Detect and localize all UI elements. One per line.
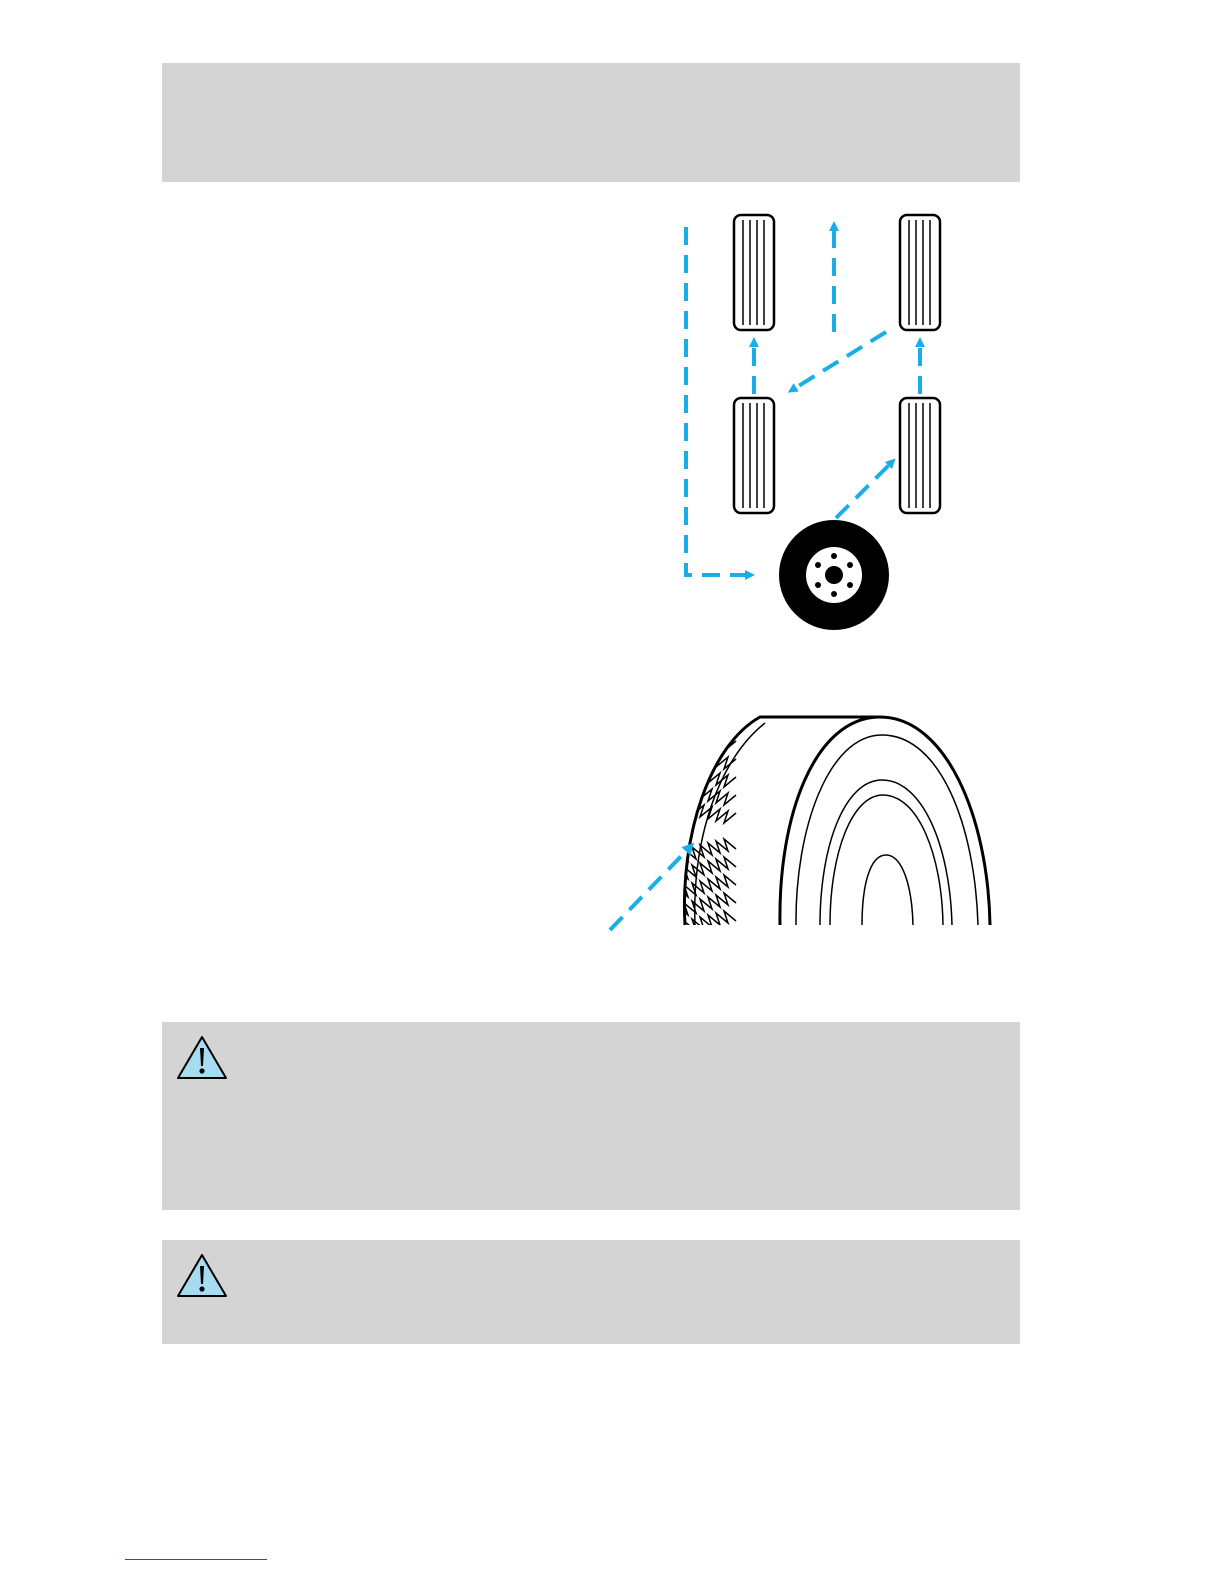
spare-tire-icon — [779, 520, 889, 630]
page-header-band — [162, 63, 1020, 182]
arrow-front-right-to-rear-left — [792, 332, 886, 390]
warning-box-1 — [162, 1022, 1020, 1210]
tread-wear-indicator-arrow — [610, 847, 690, 930]
warning-triangle-icon — [175, 1252, 229, 1300]
tire-tread-illustration — [600, 705, 1000, 945]
tire-rear-right — [900, 398, 940, 513]
rotation-arrows — [686, 226, 920, 575]
tire-front-left — [734, 215, 774, 330]
footer-rule — [125, 1559, 267, 1560]
warning-triangle-icon — [175, 1034, 229, 1082]
tire-rear-left — [734, 398, 774, 513]
arrow-spare-to-rear-right — [836, 462, 892, 518]
tire-rotation-diagram — [640, 200, 960, 640]
tire-front-right — [900, 215, 940, 330]
warning-box-2 — [162, 1240, 1020, 1344]
